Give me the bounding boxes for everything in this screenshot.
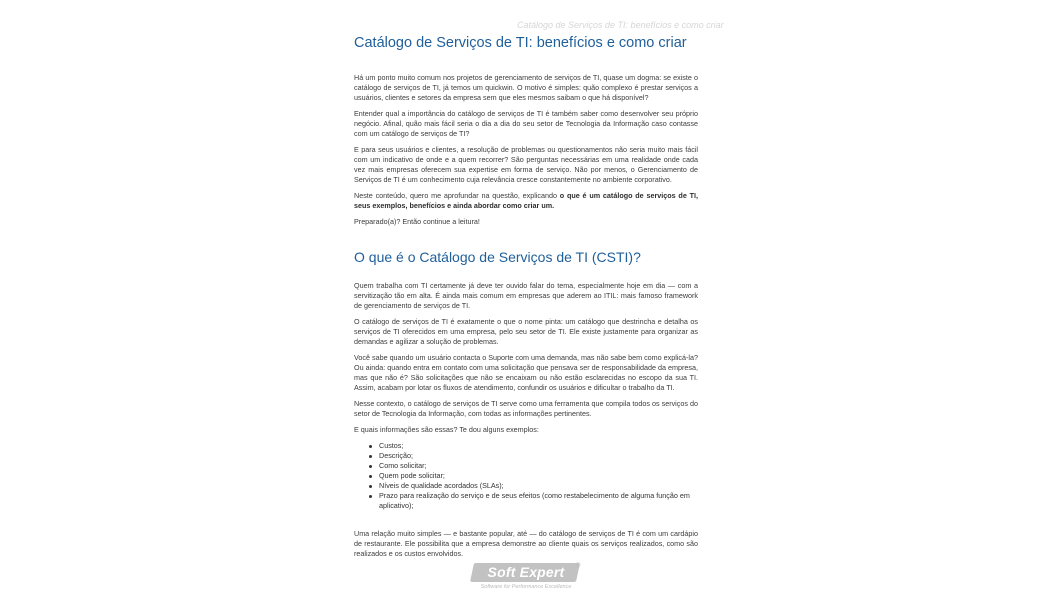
section-spacer xyxy=(354,511,698,529)
section-paragraph-2: O catálogo de serviços de TI é exatamente o que o nome pinta: um catálogo que destrincha e detalha os serviços de TI oferecidos em uma empresa, pelo seu setor de TI. Ele existe justamente para organizar as demandas e agilizar a solução de problemas. xyxy=(354,317,698,346)
list-item: Prazo para realização do serviço e de seus efeitos (como restabelecimento de alguma função em aplicativo); xyxy=(379,491,698,511)
list-item: Níveis de qualidade acordados (SLAs); xyxy=(379,481,698,491)
intro-lead-text: Neste conteúdo, quero me aprofundar na questão, explicando xyxy=(354,191,560,200)
intro-bold-text: o que é um catálogo de serviços de TI, seus exemplos, benefícios e ainda abordar como criar um. xyxy=(354,191,699,210)
list-item: Custos; xyxy=(379,441,698,451)
list-item: Como solicitar; xyxy=(379,461,698,471)
section-paragraph-4: Nesse contexto, o catálogo de serviços de TI serve como uma ferramenta que compila todos os serviços do setor de Tecnologia da Informação, com todas as informações pertinentes. xyxy=(354,399,698,418)
logo-wordmark: Soft Expert xyxy=(487,564,565,580)
softexpert-logo xyxy=(470,563,582,595)
intro-paragraph-4 xyxy=(354,191,698,211)
running-header: Catálogo de Serviços de TI: benefícios e como criar xyxy=(517,20,724,30)
intro-paragraph-2: Entender qual a importância do catálogo de serviços de TI é também saber como desenvolver seu próprio negócio. Afinal, quão mais fácil seria o dia a dia do seu setor de Tecnologia da Informação caso contasse com um catálogo de serviços de TI? xyxy=(354,109,698,138)
article-body xyxy=(354,35,698,565)
list-item: Descrição; xyxy=(379,451,698,461)
section-paragraph-1: Quem trabalha com TI certamente já deve ter ouvido falar do tema, especialmente hoje em dia — com a servitização tão em alta. É ainda mais comum em empresas que aderem ao ITIL: mais famoso framework de gerenciamento de serviços de TI. xyxy=(354,281,698,310)
section-paragraph-5: E quais informações são essas? Te dou alguns exemplos: xyxy=(354,425,539,434)
list-item: Quem pode solicitar; xyxy=(379,471,698,481)
intro-paragraph-3: E para seus usuários e clientes, a resolução de problemas ou questionamentos não seria muito mais fácil com um indicativo de onde e a quem recorrer? São perguntas necessárias em uma realidade onde cada vez mais empresas oferecem sua expertise em forma de serviço. Não por menos, o Gerenciamento de Serviços de TI é um conhecimento cuja relevância cresce constantemente no ambiente corporativo. xyxy=(354,145,698,184)
article-title: Catálogo de Serviços de TI: benefícios e como criar xyxy=(354,35,687,51)
intro-closing: Preparado(a)? Então continue a leitura! xyxy=(354,217,480,226)
registered-mark: ® xyxy=(576,563,581,569)
closing-paragraph: Uma relação muito simples — e bastante popular, até — do catálogo de serviços de TI é com um cardápio de restaurante. Ele possibilita que a empresa demonstre ao cliente quais os serviços realizados, como são realizados e os custos envolvidos. xyxy=(354,529,698,558)
section-paragraph-3: Você sabe quando um usuário contacta o Suporte com uma demanda, mas não sabe bem como explicá-la? Ou ainda: quando entra em contato com uma solicitação que pensava ser de responsabilidade da empresa, mas que não é? São solicitações que não se encaixam ou não estão esclarecidas no escopo da sua TI. Assim, acabam por lotar os fluxos de atendimento, confundir os usuários e dificultar o trabalho da TI. xyxy=(354,353,699,392)
section-title: O que é o Catálogo de Serviços de TI (CSTI)? xyxy=(354,249,641,265)
intro-paragraph-1: Há um ponto muito comum nos projetos de gerenciamento de serviços de TI, quase um dogma: se existe o catálogo de serviços de TI, já temos um quickwin. O motivo é simples: quão complexo é prestar serviços a usuários, clientes e setores da empresa sem que eles mesmos saibam o que há disponível? xyxy=(354,73,698,102)
logo-tagline: Software for Performance Excellence xyxy=(480,584,572,590)
information-list xyxy=(354,441,698,511)
